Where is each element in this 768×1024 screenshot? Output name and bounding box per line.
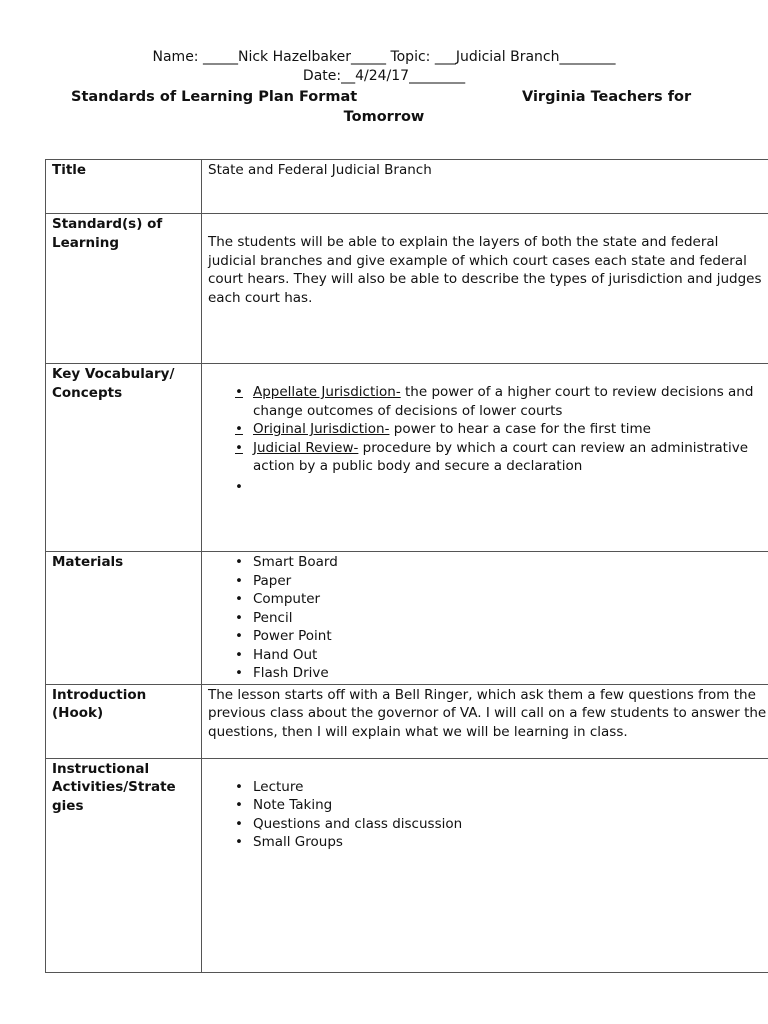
bullet-icon: • xyxy=(235,797,243,813)
bullet-icon: • xyxy=(235,384,243,400)
title-text: State and Federal Judicial Branch xyxy=(202,160,768,214)
bullet-icon: • xyxy=(235,478,243,495)
header-name-topic: Name: _____Nick Hazelbaker_____ Topic: ___Judicial Branch________ xyxy=(152,49,616,65)
list-item xyxy=(208,815,768,834)
list-item xyxy=(208,664,768,683)
lesson-plan-table xyxy=(45,159,768,973)
material-item: Smart Board xyxy=(253,554,338,570)
vocab-definition: power to hear a case for the first time xyxy=(389,421,651,437)
material-item: Pencil xyxy=(253,609,293,626)
bullet-icon: • xyxy=(235,554,243,570)
row-instruction xyxy=(46,758,768,972)
material-item: Computer xyxy=(253,591,321,607)
material-item: Power Point xyxy=(253,628,332,644)
list-item xyxy=(208,833,768,852)
row-label-introduction: Introduction (Hook) xyxy=(46,684,202,758)
activity-item: Questions and class discussion xyxy=(253,815,463,832)
bullet-icon: • xyxy=(235,421,243,437)
bullet-icon: • xyxy=(235,591,243,607)
row-label-materials: Materials xyxy=(46,552,202,685)
vocab-definition: procedure by which a court can review an administrative action by a public body and secure a declaration xyxy=(253,439,749,474)
list-item xyxy=(208,609,768,628)
material-item: Paper xyxy=(253,572,292,589)
list-item xyxy=(208,646,768,665)
vocabulary-list xyxy=(208,383,768,496)
vocabulary-cell xyxy=(202,364,768,552)
bullet-icon: • xyxy=(235,646,243,663)
activity-item: Note Taking xyxy=(253,797,333,813)
row-title xyxy=(46,160,768,214)
materials-list xyxy=(208,553,768,683)
standards-cell xyxy=(202,214,768,364)
list-item xyxy=(208,420,768,439)
row-introduction xyxy=(46,684,768,758)
bullet-icon: • xyxy=(235,609,243,626)
activity-item: Small Groups xyxy=(253,834,343,850)
row-standards xyxy=(46,214,768,364)
list-item xyxy=(208,439,768,476)
materials-cell xyxy=(202,552,768,685)
bullet-icon: • xyxy=(235,439,243,456)
bullet-icon: • xyxy=(235,778,243,795)
material-item: Flash Drive xyxy=(253,665,329,681)
activities-list xyxy=(208,778,768,852)
list-item xyxy=(208,478,768,497)
bullet-icon: • xyxy=(235,665,243,681)
document-title: Standards of Learning Plan Format xyxy=(71,89,358,105)
organization-title-continued: Tomorrow xyxy=(343,109,425,125)
list-item xyxy=(208,553,768,572)
vocab-term: Judicial Review- xyxy=(253,439,359,456)
list-item xyxy=(208,778,768,797)
list-item xyxy=(208,383,768,420)
row-label-standards: Standard(s) of Learning xyxy=(46,214,202,364)
row-label-instruction: Instructional Activities/Strate gies xyxy=(46,758,202,972)
vocab-term: Appellate Jurisdiction- xyxy=(253,384,401,400)
header-date: Date:__4/24/17________ xyxy=(302,68,466,84)
introduction-text: The lesson starts off with a Bell Ringer, which ask them a few questions from the previous class about the governor of VA. I will call on a few students to answer the questions, then I will explain what we will be learning in class. xyxy=(202,684,768,758)
list-item xyxy=(208,572,768,591)
row-label-vocabulary: Key Vocabulary/ Concepts xyxy=(46,364,202,552)
vocab-term: Original Jurisdiction- xyxy=(253,421,390,437)
instruction-cell xyxy=(202,758,768,972)
list-item xyxy=(208,590,768,609)
bullet-icon: • xyxy=(235,628,243,644)
list-item xyxy=(208,627,768,646)
row-label-title: Title xyxy=(46,160,202,214)
vocab-definition: the power of a higher court to review decisions and change outcomes of decisions of lower courts xyxy=(253,384,754,419)
bullet-icon: • xyxy=(235,815,243,832)
row-vocabulary xyxy=(46,364,768,552)
activity-item: Lecture xyxy=(253,778,304,795)
organization-title: Virginia Teachers for xyxy=(522,89,692,105)
bullet-icon: • xyxy=(235,834,243,850)
list-item xyxy=(208,796,768,815)
standards-text: The students will be able to explain the layers of both the state and federal judicial branches and give example of which court cases each state and federal court hears. They will also be able to describe the types of jurisdiction and judges each court has. xyxy=(208,234,762,306)
row-materials xyxy=(46,552,768,685)
bullet-icon: • xyxy=(235,572,243,589)
material-item: Hand Out xyxy=(253,646,318,663)
